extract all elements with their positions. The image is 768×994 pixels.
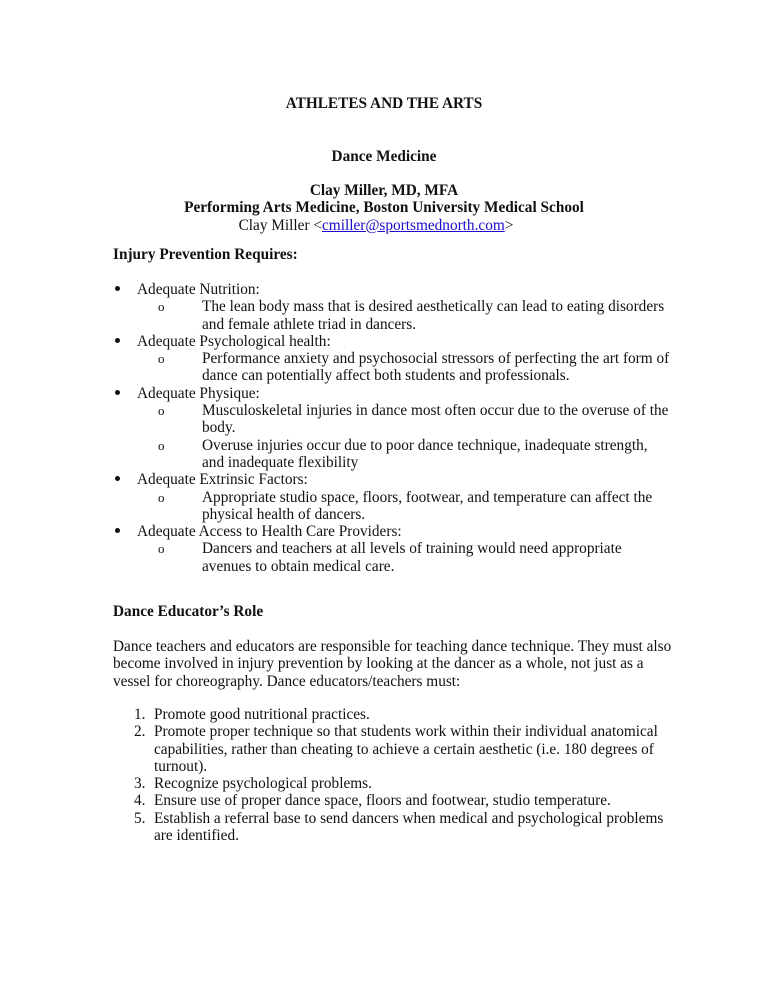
sub-list-item [137, 489, 673, 524]
sub-list-item-text: The lean body mass that is desired aesthetically can lead to eating disorders and female athlete triad in dancers. [202, 298, 665, 333]
sub-list-item [137, 402, 673, 437]
numbered-item-text: Establish a referral base to send dancers when medical and psychological problems are identified. [154, 809, 664, 845]
sub-list [137, 350, 673, 385]
bullet-disc-icon [113, 385, 137, 402]
bullet-disc-icon [113, 523, 137, 540]
sub-list-item-text: Appropriate studio space, floors, footwear, and temperature can affect the physical health of dancers. [202, 488, 653, 523]
numbered-item [113, 775, 673, 792]
sub-list-item-text: Dancers and teachers at all levels of training would need appropriate avenues to obtain medical care. [202, 540, 622, 575]
educator-role-paragraph: Dance teachers and educators are responsible for teaching dance technique. They must also become involved in injury prevention by looking at the dancer as a whole, not just as a vessel for choreography. Dance educators/teachers must: [113, 638, 672, 690]
numbered-item [113, 810, 673, 845]
item-number: 2. [134, 723, 146, 741]
educator-role-heading: Dance Educator’s Role [113, 603, 264, 620]
item-number: 4. [134, 792, 146, 810]
bullet-circle-icon: o [158, 403, 165, 419]
bullet-circle-icon: o [158, 541, 165, 557]
bullet-disc-icon [113, 471, 137, 488]
numbered-item-text: Ensure use of proper dance space, floors and footwear, studio temperature. [154, 792, 611, 810]
list-item-label: Adequate Psychological health: [137, 332, 331, 350]
numbered-item [113, 706, 673, 723]
sub-list [137, 489, 673, 524]
author-affiliation: Performing Arts Medicine, Boston University Medical School [184, 199, 584, 217]
bullet-disc-icon [113, 333, 137, 350]
author-contact [105, 217, 647, 234]
sub-list [137, 298, 673, 333]
educator-steps-list [113, 706, 673, 844]
author-block [113, 182, 655, 234]
author-name: Clay Miller, MD, MFA [309, 182, 459, 199]
list-item-label: Adequate Physique: [137, 384, 260, 402]
email-link[interactable]: cmiller@sportsmednorth.com [322, 216, 505, 234]
document-title: ATHLETES AND THE ARTS [285, 95, 483, 112]
list-item [113, 281, 673, 333]
numbered-item-text: Promote proper technique so that students work within their individual anatomical capabilities, rather than cheating to achieve a certain aesthetic (i.e. 180 degrees of turnout). [154, 723, 658, 775]
sub-list-item [137, 298, 673, 333]
item-number: 1. [134, 706, 146, 723]
bullet-disc-icon [113, 281, 137, 298]
sub-list-item [137, 540, 673, 575]
sub-list [137, 402, 673, 471]
list-item-label: Adequate Nutrition: [137, 281, 260, 298]
injury-prevention-list [113, 281, 673, 575]
list-item-label: Adequate Extrinsic Factors: [137, 471, 308, 489]
item-number: 5. [134, 809, 146, 827]
bullet-circle-icon: o [158, 489, 165, 505]
bullet-circle-icon: o [158, 351, 165, 367]
bullet-circle-icon: o [158, 299, 165, 315]
contact-prefix: Clay Miller < [238, 216, 322, 234]
sub-list [137, 540, 673, 575]
sub-list-item-text: Musculoskeletal injuries in dance most often occur due to the overuse of the body. [202, 402, 669, 437]
sub-list-item [137, 437, 673, 472]
bullet-circle-icon: o [158, 437, 165, 453]
list-item [113, 471, 673, 523]
list-item [113, 385, 673, 471]
document-subtitle: Dance Medicine [331, 148, 437, 165]
sub-list-item-text: Overuse injuries occur due to poor dance technique, inadequate strength, and inadequate flexibility [202, 436, 648, 471]
item-number: 3. [134, 775, 146, 793]
numbered-item [113, 723, 673, 775]
list-item [113, 523, 673, 575]
sub-list-item [137, 350, 673, 385]
numbered-item-text: Promote good nutritional practices. [154, 706, 370, 723]
numbered-item-text: Recognize psychological problems. [154, 775, 372, 793]
list-item [113, 333, 673, 385]
list-item-label: Adequate Access to Health Care Providers: [137, 523, 402, 541]
sub-list-item-text: Performance anxiety and psychosocial stressors of perfecting the art form of dance can potentially affect both students and professionals. [202, 350, 670, 385]
contact-suffix: > [504, 216, 514, 234]
numbered-item [113, 792, 673, 809]
injury-prevention-heading: Injury Prevention Requires: [113, 246, 298, 263]
